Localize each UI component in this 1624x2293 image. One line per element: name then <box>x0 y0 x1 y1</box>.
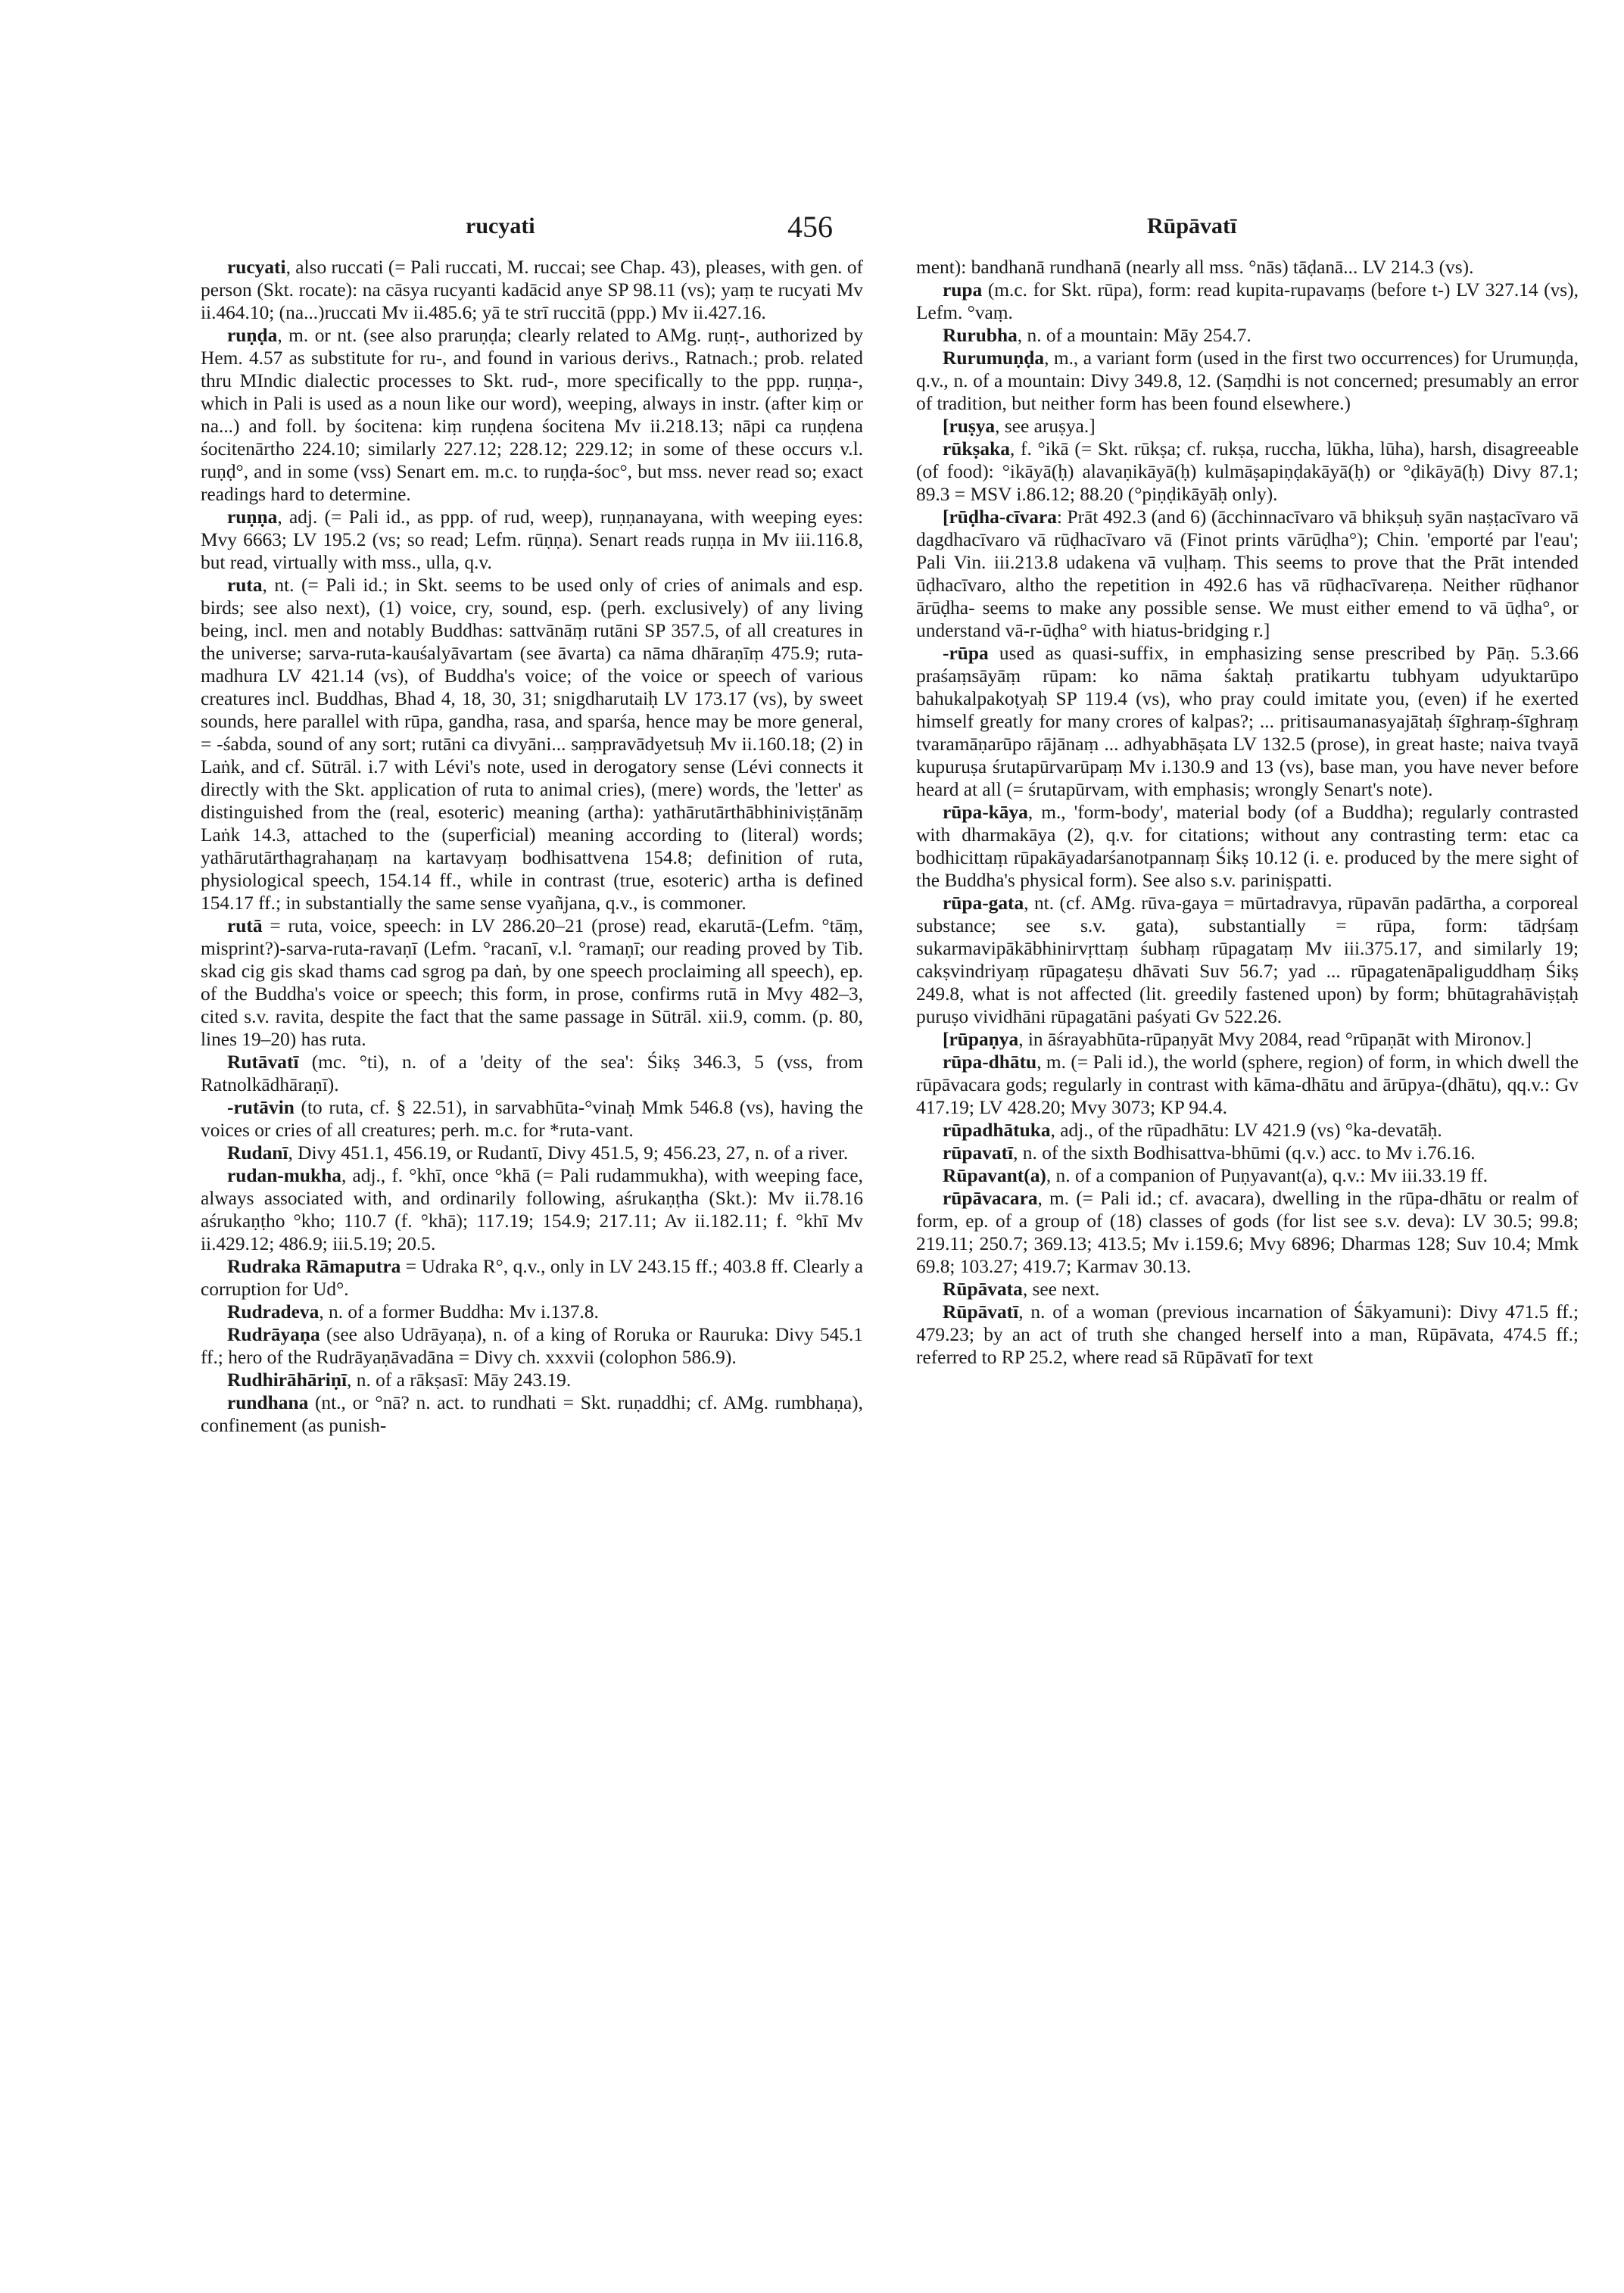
entry-body: , see next. <box>1022 1279 1100 1300</box>
entry-body: , m. or nt. (see also praruṇḍa; clearly related to AMg. ruṇṭ-, authorized by Hem. 4.57 as substitute for ru-, and found in various derivs., Ratnach.; prob. related thru MIndic dialectic processes to Skt. rud-, more specifically to the ppp. ruṇṇa-, which in Pali is used as a noun like our word), weeping, always in instr. (after kiṃ or na...) and foll. by śocitena: kiṃ ruṇḍena śocitena Mv ii.218.13; nāpi ca ruṇḍena śocitenārtho 224.10; similarly 227.12; 228.12; 229.12; in some of these occurs v.l. ruṇḍ°, and in some (vss) Senart em. m.c. to ruṇḍa-śoc°, but mss. never read so; exact readings hard to determine. <box>201 325 863 505</box>
entry-headword: [ruṣya <box>943 416 996 437</box>
entry-headword: Rudanī <box>227 1142 288 1164</box>
dictionary-entry <box>916 801 1579 892</box>
dictionary-entry <box>201 1255 863 1301</box>
dictionary-entry <box>916 1164 1579 1187</box>
entry-body: (mc. °ti), n. of a 'deity of the sea': Śikṣ 346.3, 5 (vss, from Ratnolkādhāraṇī). <box>201 1051 863 1095</box>
entry-body: , nt. (= Pali id.; in Skt. seems to be used only of cries of animals and esp. birds; see also next), (1) voice, cry, sound, esp. (perh. exclusively) of any living being, incl. men and notably Buddhas: sattvānāṃ rutāni SP 357.5, of all creatures in the universe; sarva-ruta-kauśalyāvartam (see āvarta) ca nāma dhāraṇīṃ 475.9; ruta-madhura LV 421.14 (vs), of Buddha's voice; of the voice or speech of various creatures incl. Buddhas, Bhad 4, 18, 30, 31; snigdharutaiḥ LV 173.17 (vs), by sweet sounds, here parallel with rūpa, gandha, rasa, and sparśa, hence may be more general, = -śabda, sound of any sort; rutāni ca divyāni... saṃpravādyetsuḥ Mv ii.160.18; (2) in Laṅk, and cf. Sūtrāl. i.7 with Lévi's note, used in derogatory sense (Lévi connects it directly with the Skt. application of ruta to animal cries), (mere) words, the 'letter' as distinguished from the (real, esoteric) meaning (artha): yathārutārthābhiniviṣṭānāṃ Laṅk 14.3, attached to the (superficial) meaning according to (literal) words; yathārutārthagrahaṇaṃ na kartavyaṃ bodhisattvena 154.8; definition of ruta, physiological speech, 154.14 ff., while in contrast (true, esoteric) artha is defined 154.17 ff.; in substantially the same sense vyañjana, q.v., is commoner. <box>201 575 863 914</box>
entry-body: , Divy 451.1, 456.19, or Rudantī, Divy 451.5, 9; 456.23, 27, n. of a river. <box>288 1142 849 1164</box>
dictionary-entry <box>916 1301 1579 1369</box>
entry-body: , n. of a mountain: Māy 254.7. <box>1017 325 1252 346</box>
dictionary-entry <box>916 1142 1579 1164</box>
dictionary-entry <box>201 1301 863 1323</box>
dictionary-entry <box>201 914 863 1051</box>
entry-headword: Rudraka Rāmaputra <box>227 1256 401 1277</box>
dictionary-entry <box>201 1051 863 1096</box>
dictionary-entry <box>201 506 863 574</box>
dictionary-entry <box>916 415 1579 438</box>
right-column <box>916 256 1579 1369</box>
entry-headword: [rūpaṇya <box>943 1029 1019 1050</box>
entry-body: , m. (= Pali id.; cf. avacara), dwelling in the rūpa-dhātu or realm of form, ep. of a group of (18) classes of gods (for list see s.v. deva): LV 30.5; 99.8; 219.11; 250.7; 369.13; 413.5; Mv i.159.6; Mvy 6896; Dharmas 128; Suv 10.4; Mmk 69.8; 103.27; 419.7; Karmav 30.13. <box>916 1188 1579 1277</box>
entry-body: , f. °ikā (= Skt. rūkṣa; cf. rukṣa, ruccha, lūkha, lūha), harsh, disagreeable (of food): °ikāyā(ḥ) alavaṇikāyā(ḥ) kulmāṣapiṇḍakāyā(ḥ) or °ḍikāyā(ḥ) Divy 87.1; 89.3 = MSV i.86.12; 88.20 (°piṇḍikāyāḥ only). <box>916 438 1579 505</box>
entry-headword: Rūpāvatī <box>943 1301 1019 1323</box>
entry-headword: Rudradeva <box>227 1301 320 1323</box>
dictionary-entry <box>916 438 1579 506</box>
left-running-headword: rucyati <box>466 213 535 238</box>
entry-body: , also ruccati (= Pali ruccati, M. ruccai; see Chap. 43), pleases, with gen. of person (Skt. rocate): na cāsya rucyanti kadācid anye SP 98.11 (vs); yaṃ te rucyati Mv ii.464.10; (na...)ruccati Mv ii.485.6; yā te strī ruccitā (ppp.) Mv ii.427.16. <box>201 257 863 323</box>
dictionary-entry <box>201 1369 863 1391</box>
entry-headword: ruṇṇa <box>227 506 278 528</box>
entry-headword: rūpa-kāya <box>943 802 1028 823</box>
entry-body: (nt., or °nā? n. act. to rundhati = Skt. ruṇaddhi; cf. AMg. rumbhaṇa), confinement (as punish- <box>201 1392 863 1436</box>
entry-headword: rundhana <box>227 1392 309 1413</box>
dictionary-entry <box>201 1096 863 1142</box>
entry-body: (m.c. for Skt. rūpa), form: read kupita-rupavaṃs (before t-) LV 327.14 (vs), Lefm. °vaṃ. <box>916 279 1579 323</box>
dictionary-entry <box>916 506 1579 642</box>
entry-headword: Rūpavant(a) <box>943 1165 1046 1186</box>
entry-headword: -rutāvin <box>227 1097 295 1118</box>
dictionary-entry <box>916 1119 1579 1142</box>
entry-body: (see also Udrāyaṇa), n. of a king of Roruka or Rauruka: Divy 545.1 ff.; hero of the Rudrāyaṇāvadāna = Divy ch. xxxvii (colophon 586.9). <box>201 1324 863 1368</box>
entry-body: , see aruṣya.] <box>995 416 1096 437</box>
dictionary-entry <box>916 324 1579 347</box>
entry-body: , adj., f. °khī, once °khā (= Pali rudammukha), with weeping face, always associated with, and ordinarily following, aśrukaṇṭha (Skt.): Mv ii.78.16 aśrukaṇṭho °kho; 110.7 (f. °khā); 117.19; 154.9; 217.11; Av ii.182.11; f. °khī Mv ii.429.12; 486.9; iii.5.19; 20.5. <box>201 1165 863 1254</box>
entry-body: , n. of a former Buddha: Mv i.137.8. <box>319 1301 599 1323</box>
entry-body: (to ruta, cf. § 22.51), in sarvabhūta-°vinaḥ Mmk 546.8 (vs), having the voices or cries of all creatures; perh. m.c. for *ruta-vant. <box>201 1097 863 1141</box>
dictionary-entry <box>916 1028 1579 1051</box>
entry-headword: ruta <box>227 575 263 596</box>
entry-headword: Rūpāvata <box>943 1279 1023 1300</box>
entry-headword: rūpa-gata <box>943 893 1024 914</box>
entry-headword: rūpadhātuka <box>943 1120 1051 1141</box>
entry-headword: rutā <box>227 915 263 936</box>
dictionary-entry <box>916 1051 1579 1119</box>
entry-headword: ruṇḍa <box>227 325 278 346</box>
entry-body: used as quasi-suffix, in emphasizing sense prescribed by Pāṇ. 5.3.66 praśaṃsāyāṃ rūpam: ko nāma śaktaḥ pratikartu tubhyam udyuktarūpo bahukalpakoṭyaḥ SP 119.4 (vs), who pray could imitate you, (even) if he exerted himself greatly for many crores of kalpas?; ... pritisaumanasyajātaḥ śīghraṃ-śīghraṃ tvaramāṇarūpo rājānaṃ ... adhyabhāṣata LV 132.5 (prose), in great haste; naiva tvayā kupuruṣa śrutapūrvarūpaṃ Mv i.130.9 and 13 (vs), base man, you have never before heard at all (= śrutapūrvam, with emphasis; wrongly Senart's note). <box>916 643 1579 800</box>
dictionary-entry <box>916 256 1579 279</box>
entry-body: , adj., of the rūpadhātu: LV 421.9 (vs) °ka-devatāḥ. <box>1050 1120 1442 1141</box>
left-column <box>201 256 863 1437</box>
entry-body: , m. (= Pali id.), the world (sphere, region) of form, in which dwell the rūpāvacara gods; regularly in contrast with kāma-dhātu and ārūpya-(dhātu), qq.v.: Gv 417.19; LV 428.20; Mvy 3073; KP 94.4. <box>916 1051 1579 1118</box>
page-number: 456 <box>787 210 833 244</box>
entry-headword: rūpavatī <box>943 1142 1014 1164</box>
dictionary-entry <box>916 1278 1579 1301</box>
dictionary-entry <box>201 1323 863 1369</box>
entry-body: , in āśrayabhūta-rūpaṇyāt Mvy 2084, read °rūpaṇāt with Mironov.] <box>1018 1029 1532 1050</box>
dictionary-entry <box>916 1187 1579 1278</box>
entry-body: = ruta, voice, speech: in LV 286.20–21 (prose) read, ekarutā-(Lefm. °tāṃ, misprint?)-sarva-ruta-ravaṇī (Lefm. °racanī, v.l. °ramaṇī; our reading proved by Tib. skad cig gis skad thams cad sgrog pa daṅ, by one speech proclaiming all speech), ep. of the Buddha's voice or speech; this form, in prose, confirms rutā in Mvy 482–3, cited s.v. ravita, despite the fact that the same passage in Sūtrāl. xii.9, comm. (p. 80, lines 19–20) has ruta. <box>201 915 863 1050</box>
entry-body: = Udraka R°, q.v., only in LV 243.15 ff.; 403.8 ff. Clearly a corruption for Ud°. <box>201 1256 864 1300</box>
entry-body: ment): bandhanā rundhanā (nearly all mss. °nās) tāḍanā... LV 214.3 (vs). <box>916 257 1474 278</box>
entry-headword: rucyati <box>227 257 286 278</box>
right-running-headword: Rūpāvatī <box>1147 213 1237 238</box>
dictionary-entry <box>201 256 863 324</box>
entry-headword: rūpa-dhātu <box>943 1051 1037 1073</box>
entry-body: , n. of a woman (previous incarnation of Śākyamuni): Divy 471.5 ff.; 479.23; by an act of truth she changed herself into a man, Rūpāvata, 474.5 ff.; referred to RP 25.2, where read sā Rūpāvatī for text <box>916 1301 1579 1368</box>
entry-headword: rudan-mukha <box>227 1165 341 1186</box>
entry-headword: -rūpa <box>943 643 989 664</box>
entry-body: , adj. (= Pali id., as ppp. of rud, weep), ruṇṇanayana, with weeping eyes: Mvy 6663; LV 195.2 (vs; so read; Lefm. rūṇṇa). Senart reads ruṇṇa in Mv iii.116.8, but read, virtually with mss., ulla, q.v. <box>201 506 863 573</box>
dictionary-entry <box>201 1391 863 1437</box>
dictionary-entry <box>916 642 1579 801</box>
entry-headword: Rurubha <box>943 325 1018 346</box>
entry-body: , nt. (cf. AMg. rūva-gaya = mūrtadravya, rūpavān padārtha, a corporeal substance; see s.v. gata), substantially = rūpa, form: tādṛśaṃ sukarmavipākābhinirvṛttaṃ śubhaṃ rūpagataṃ Mv iii.375.17, and similarly 19; cakṣvindriyaṃ rūpagateṣu dhāvati Suv 56.7; yad ... rūpagatenāpaliguddhaṃ Śikṣ 249.8, what is not affected (lit. greedily fastened upon) by form; bhūtagrahāviṣṭaḥ puruṣo vividhāni rūpagatāni paśyati Gv 522.26. <box>916 893 1579 1027</box>
dictionary-entry <box>201 574 863 914</box>
dictionary-entry <box>201 1164 863 1255</box>
entry-headword: [rūḍha-cīvara <box>943 506 1057 528</box>
dictionary-entry <box>916 347 1579 415</box>
entry-headword: Rutāvatī <box>227 1051 299 1073</box>
entry-headword: Rurumuṇḍa <box>943 347 1045 369</box>
running-header <box>0 210 1624 259</box>
entry-body: , n. of a rākṣasī: Māy 243.19. <box>347 1369 572 1391</box>
entry-body: , n. of the sixth Bodhisattva-bhūmi (q.v.) acc. to Mv i.76.16. <box>1013 1142 1476 1164</box>
entry-headword: rupa <box>943 279 983 301</box>
entry-body: , m., a variant form (used in the first two occurrences) for Urumuṇḍa, q.v., n. of a mountain: Divy 349.8, 12. (Saṃdhi is not concerned; presumably an error of tradition, but neither form has been found elsewhere.) <box>916 347 1579 414</box>
dictionary-entry <box>201 1142 863 1164</box>
dictionary-entry <box>201 324 863 506</box>
dictionary-entry <box>916 892 1579 1028</box>
entry-headword: Rudhirāhāriṇī <box>227 1369 348 1391</box>
dictionary-entry <box>916 279 1579 324</box>
entry-body: : Prāt 492.3 (and 6) (ācchinnacīvaro vā bhikṣuḥ syān naṣṭacīvaro vā dagdhacīvaro vā rūḍhacīvaro vā (Finot prints vārūḍha°); Chin. 'emporté par l'eau'; Pali Vin. iii.213.8 udakena vā vuḷhaṃ. This seems to prove that the Prāt intended ūḍhacīvaro, altho the repetition in 492.6 has vā rūḍhacīvareṇa. Neither rūḍhanor ārūḍha- seems to make any possible sense. We must either emend to vā ūḍha°, or understand vā-r-ūḍha° with hiatus-bridging r.] <box>916 506 1579 641</box>
entry-headword: rūpāvacara <box>943 1188 1038 1209</box>
entry-body: , m., 'form-body', material body (of a Buddha); regularly contrasted with dharmakāya (2), q.v. for citations; without any contrasting term: etac ca bodhicittaṃ rūpakāyadarśanotpannaṃ Śikṣ 10.12 (i. e. produced by the mere sight of the Buddha's physical form). See also s.v. pariniṣpatti. <box>916 802 1579 891</box>
entry-body: , n. of a companion of Puṇyavant(a), q.v.: Mv iii.33.19 ff. <box>1046 1165 1488 1186</box>
entry-headword: Rudrāyaṇa <box>227 1324 320 1345</box>
entry-headword: rūkṣaka <box>943 438 1010 460</box>
